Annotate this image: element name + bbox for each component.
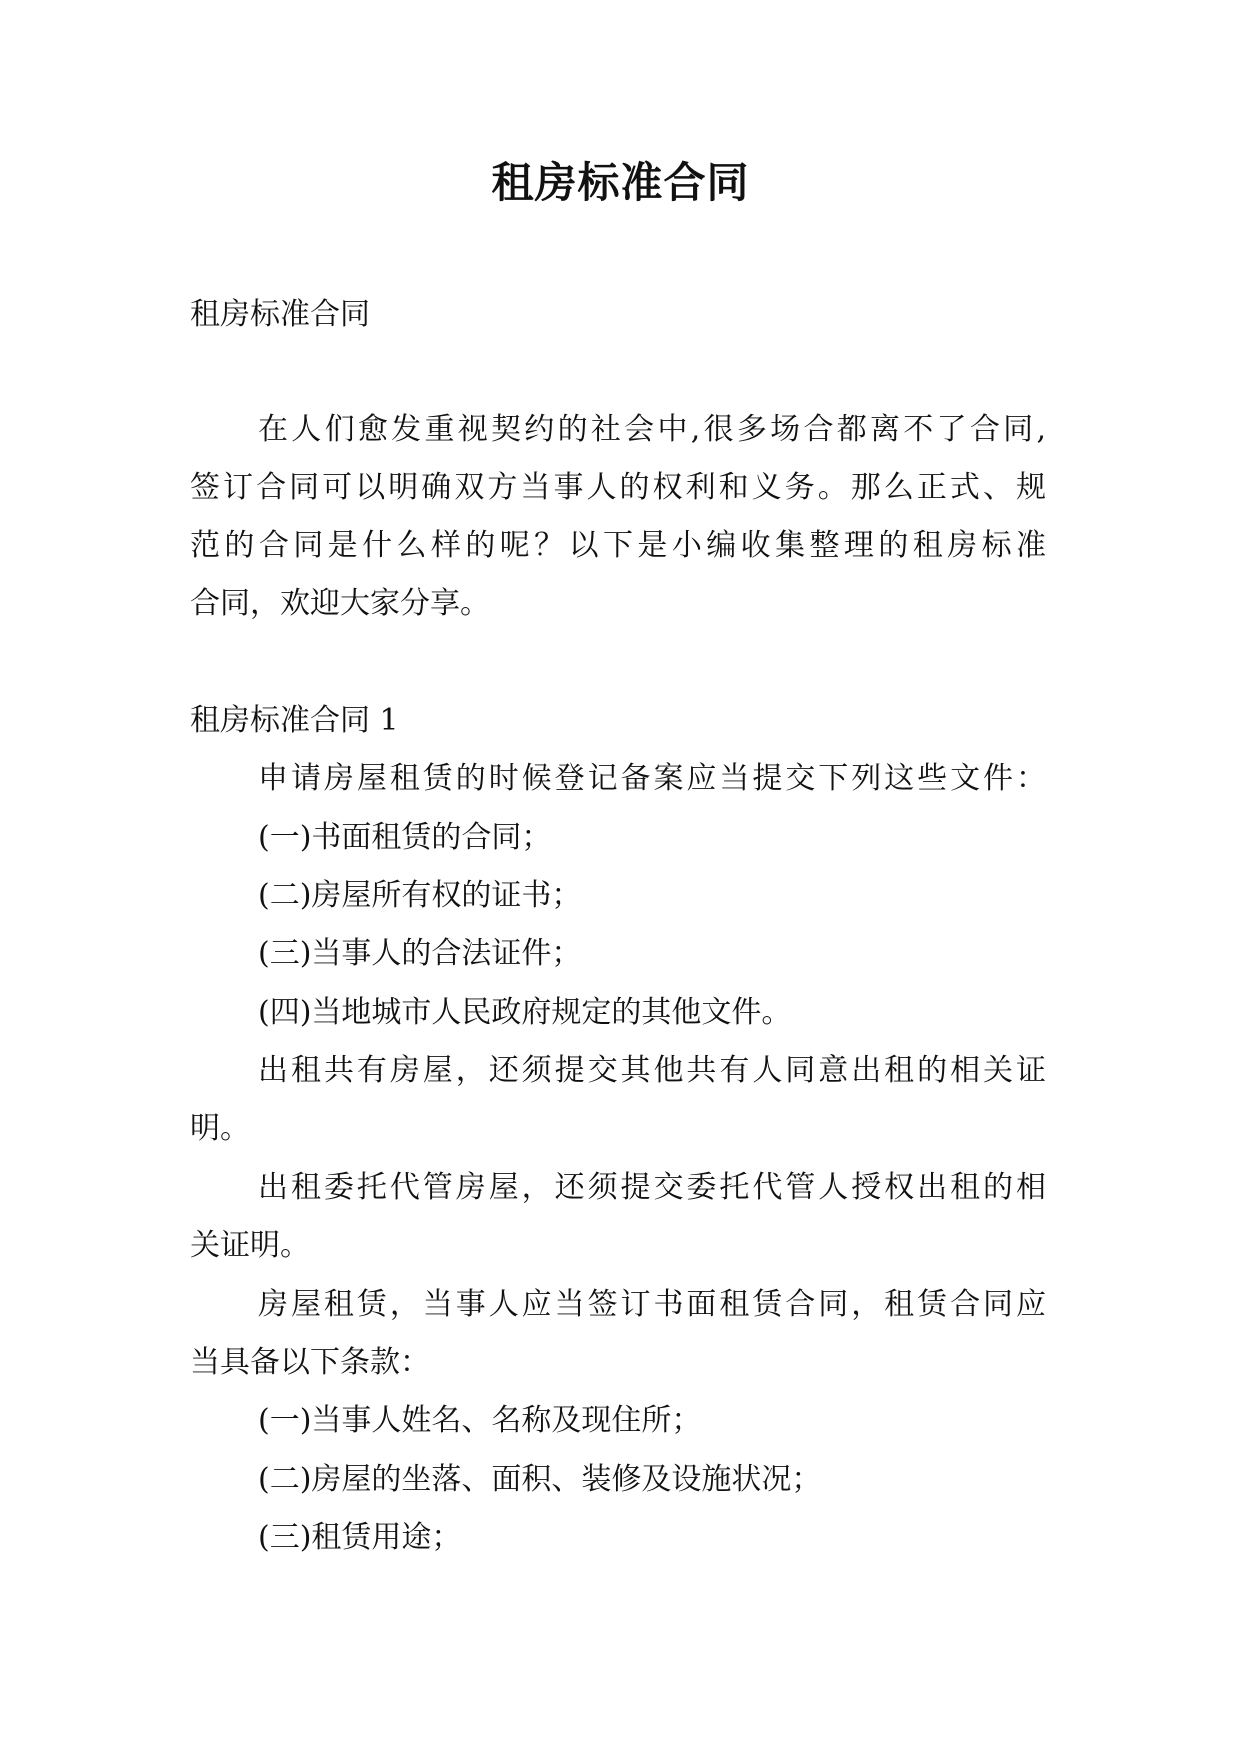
clause-item-3: (三)租赁用途； — [258, 1520, 462, 1555]
list-item-3: (三)当事人的合法证件； — [258, 936, 582, 971]
paragraph-3-line-2: 关证明。 — [190, 1228, 310, 1263]
paragraph-2-line-1: 出租共有房屋，还须提交其他共有人同意出租的相关证 — [258, 1053, 1046, 1088]
clause-item-1: (一)当事人姓名、名称及现住所； — [258, 1403, 702, 1438]
document-title: 租房标准合同 — [491, 158, 750, 207]
intro-line-3: 范的合同是什么样的呢？以下是小编收集整理的租房标准 — [190, 528, 1046, 563]
list-item-1: (一)书面租赁的合同； — [258, 820, 552, 855]
intro-line-4: 合同，欢迎大家分享。 — [190, 586, 490, 621]
intro-line-1: 在人们愈发重视契约的社会中,很多场合都离不了合同, — [258, 412, 1046, 447]
paragraph-3-line-1: 出租委托代管房屋，还须提交委托代管人授权出租的相 — [258, 1170, 1046, 1205]
paragraph-2-line-2: 明。 — [190, 1111, 250, 1146]
clause-item-2: (二)房屋的坐落、面积、装修及设施状况； — [258, 1462, 822, 1497]
list-item-4: (四)当地城市人民政府规定的其他文件。 — [258, 995, 792, 1030]
list-item-2: (二)房屋所有权的证书； — [258, 878, 582, 913]
intro-line-2: 签订合同可以明确双方当事人的权利和义务。那么正式、规 — [190, 470, 1046, 505]
document-subtitle: 租房标准合同 — [190, 297, 370, 332]
paragraph-4-line-1: 房屋租赁，当事人应当签订书面租赁合同，租赁合同应 — [258, 1287, 1046, 1322]
section-paragraph-1: 申请房屋租赁的时候登记备案应当提交下列这些文件： — [258, 761, 1046, 796]
paragraph-4-line-2: 当具备以下条款： — [190, 1345, 430, 1380]
section-heading: 租房标准合同 1 — [190, 703, 399, 738]
